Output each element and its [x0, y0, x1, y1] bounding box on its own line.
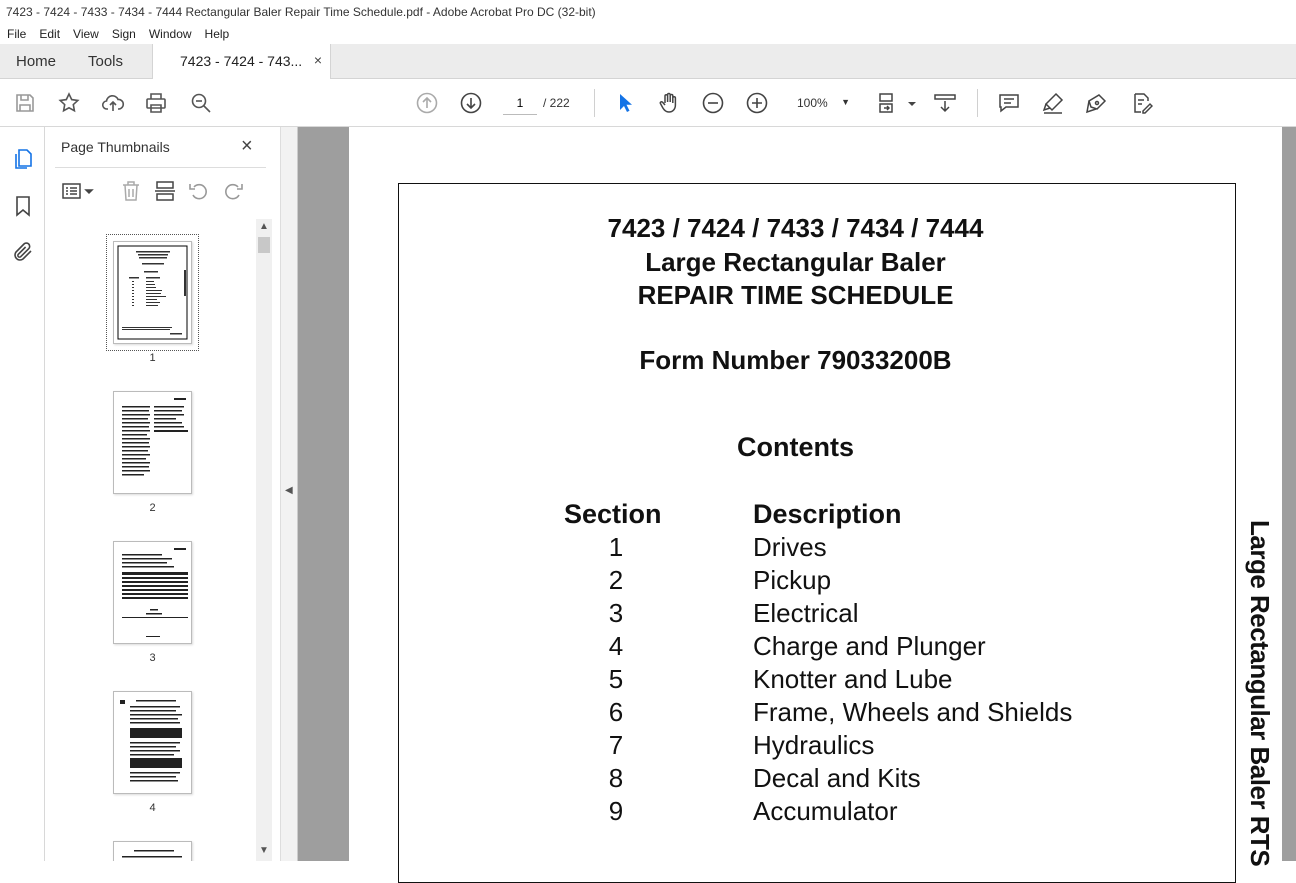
edit-pdf-icon[interactable] — [1129, 91, 1153, 115]
contents-row-description: Pickup — [753, 565, 832, 595]
share-upload-icon[interactable] — [101, 91, 125, 115]
zoom-in-icon[interactable] — [745, 91, 769, 115]
page-thumbnail-4[interactable] — [113, 691, 192, 794]
menu-window[interactable]: Window — [148, 27, 192, 41]
toolbar — [0, 79, 1296, 127]
tab-bar — [0, 44, 1296, 79]
thumbnail-3-preview — [114, 542, 191, 643]
panel-close-icon[interactable]: × — [241, 135, 253, 157]
bookmark-star-icon[interactable] — [57, 91, 81, 115]
contents-row-number: 5 — [608, 664, 624, 694]
panel-title: Page Thumbnails — [61, 139, 170, 155]
thumbnail-1-number: 1 — [149, 352, 156, 364]
page-thumbnail-3[interactable] — [113, 541, 192, 644]
page-thumbnails-panel — [45, 127, 280, 861]
toolbar-separator — [594, 89, 595, 117]
page-number-input[interactable] — [503, 91, 537, 115]
thumbnail-3-number: 3 — [149, 652, 156, 664]
zoom-out-icon[interactable] — [701, 91, 725, 115]
save-icon[interactable] — [13, 91, 37, 115]
page-thumbnail-2[interactable] — [113, 391, 192, 494]
toolbar-separator — [977, 89, 978, 117]
highlight-pen-icon[interactable] — [1041, 91, 1065, 115]
panel-divider — [55, 167, 266, 168]
page-thumbnail-5[interactable] — [113, 841, 192, 861]
previous-page-icon[interactable] — [415, 91, 439, 115]
tab-tools[interactable]: Tools — [88, 53, 124, 70]
menu-view[interactable]: View — [73, 27, 99, 41]
thumbnail-scrollbar[interactable] — [256, 219, 272, 861]
insert-page-icon[interactable] — [153, 179, 177, 203]
description-column-header: Description — [753, 499, 902, 529]
contents-row-number: 2 — [608, 565, 624, 595]
contents-row-description: Charge and Plunger — [753, 631, 986, 661]
thumbnail-4-number: 4 — [149, 802, 156, 814]
doc-form-number: Form Number 79033200B — [639, 345, 952, 375]
attachments-paperclip-icon[interactable] — [11, 240, 35, 264]
panel-collapse-toggle[interactable] — [280, 127, 298, 861]
page-total: / 222 — [543, 96, 570, 110]
scroll-mode-icon[interactable] — [933, 91, 957, 115]
thumbnail-5-preview — [114, 842, 191, 861]
chevron-left-icon: ◀ — [285, 485, 293, 496]
contents-row-description: Hydraulics — [753, 730, 875, 760]
page-fit-dropdown-icon[interactable] — [900, 91, 912, 115]
left-navigation-rail — [0, 127, 45, 861]
pdf-page — [349, 127, 1282, 867]
contents-row-description: Accumulator — [753, 796, 898, 826]
tab-home[interactable]: Home — [16, 53, 57, 70]
menu-help[interactable]: Help — [204, 27, 230, 41]
tab-close-icon[interactable]: × — [313, 52, 322, 68]
rotate-clockwise-icon[interactable] — [221, 179, 245, 203]
thumbnail-options-icon[interactable] — [61, 179, 95, 203]
page-thumbnails-icon[interactable] — [11, 147, 35, 171]
delete-page-icon[interactable] — [119, 179, 143, 203]
page-fit-icon[interactable] — [877, 91, 901, 115]
contents-row-number: 9 — [608, 796, 624, 826]
document-view[interactable] — [298, 127, 1296, 867]
contents-heading: Contents — [737, 432, 854, 462]
menu-edit[interactable]: Edit — [39, 27, 61, 41]
contents-row-number: 7 — [608, 730, 624, 760]
side-tab-label: Large Rectangular Baler RTS — [1245, 520, 1275, 867]
section-column-header: Section — [564, 499, 662, 529]
chevron-down-icon: ▼ — [841, 97, 850, 107]
tab-document[interactable] — [152, 44, 331, 79]
thumbnail-4-preview — [114, 692, 191, 793]
select-cursor-icon[interactable] — [613, 91, 637, 115]
doc-title: REPAIR TIME SCHEDULE — [637, 280, 954, 310]
contents-row-description: Drives — [753, 532, 827, 562]
zoom-level-value: 100% — [797, 96, 828, 110]
comment-icon[interactable] — [997, 91, 1021, 115]
contents-row-description: Decal and Kits — [753, 763, 921, 793]
zoom-level-dropdown[interactable] — [790, 91, 856, 115]
print-icon[interactable] — [144, 91, 168, 115]
contents-row-description: Electrical — [753, 598, 859, 628]
thumbnail-2-preview — [114, 392, 191, 493]
bookmarks-icon[interactable] — [11, 194, 35, 218]
menu-bar — [0, 24, 1296, 44]
thumbnail-2-number: 2 — [149, 502, 156, 514]
scroll-up-icon[interactable]: ▲ — [259, 221, 269, 232]
contents-row-description: Knotter and Lube — [753, 664, 953, 694]
window-title: 7423 - 7424 - 7433 - 7434 - 7444 Rectangular Baler Repair Time Schedule.pdf - Adobe Acrobat Pro DC (32-bit) — [0, 0, 1296, 24]
scroll-down-icon[interactable]: ▼ — [259, 845, 269, 856]
contents-row-number: 6 — [608, 697, 624, 727]
contents-row-number: 1 — [608, 532, 624, 562]
tab-document-label: 7423 - 7424 - 743... — [180, 53, 303, 69]
draw-sign-icon[interactable] — [1085, 91, 1109, 115]
contents-row-number: 3 — [608, 598, 624, 628]
contents-row-description: Frame, Wheels and Shields — [753, 697, 1073, 727]
contents-row-number: 4 — [608, 631, 624, 661]
doc-product-name: Large Rectangular Baler — [645, 247, 946, 277]
page-thumbnail-1[interactable] — [113, 241, 192, 344]
next-page-icon[interactable] — [459, 91, 483, 115]
find-search-icon[interactable] — [189, 91, 213, 115]
menu-file[interactable]: File — [7, 27, 27, 41]
scrollbar-thumb[interactable] — [258, 237, 270, 253]
doc-model-numbers: 7423 / 7424 / 7433 / 7434 / 7444 — [607, 213, 984, 243]
rotate-counterclockwise-icon[interactable] — [187, 179, 211, 203]
hand-pan-icon[interactable] — [657, 91, 681, 115]
contents-row-number: 8 — [608, 763, 624, 793]
menu-sign[interactable]: Sign — [111, 27, 136, 41]
thumbnail-list — [45, 219, 267, 861]
thumbnail-1-preview — [114, 242, 191, 343]
